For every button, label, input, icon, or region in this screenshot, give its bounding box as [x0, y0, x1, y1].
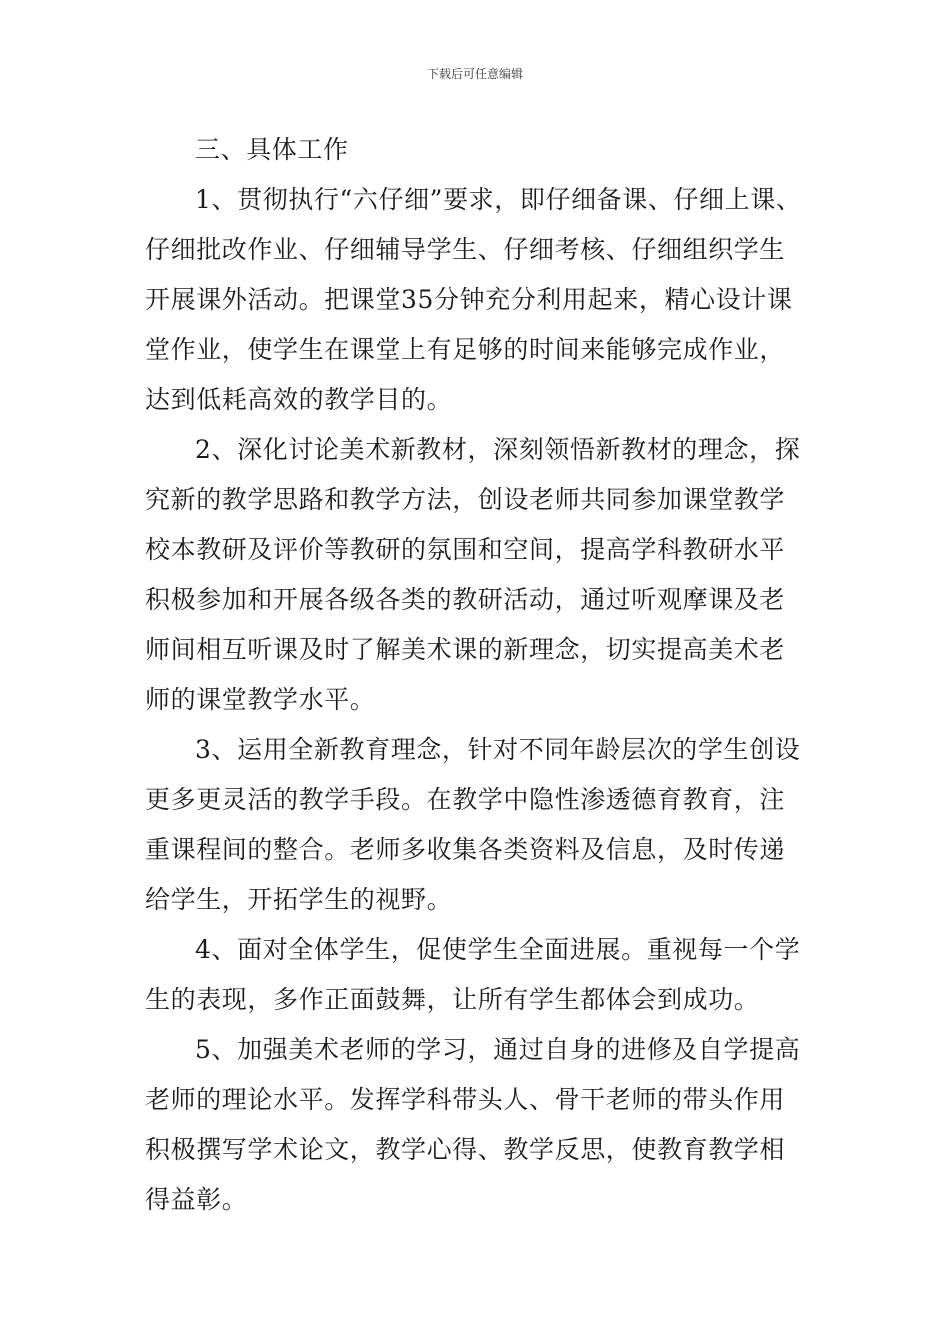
paragraph-3-line-4: 给学生，开拓学生的视野。 [145, 885, 453, 914]
paragraph-5-line-1: 5、加强美术老师的学习，通过自身的进修及自学提高 [195, 1035, 801, 1064]
page-header: 下载后可任意编辑 [426, 67, 523, 81]
paragraph-4-line-1: 4、面对全体学生，促使学生全面进展。重视每一个学 [195, 935, 801, 964]
paragraph-2-line-6: 师的课堂教学水平。 [145, 685, 376, 714]
paragraph-1-line-1: 1、贯彻执行“六仔细”要求，即仔细备课、仔细上课、 [195, 185, 802, 214]
section-heading: 三、具体工作 [195, 135, 349, 164]
paragraph-2-line-4: 积极参加和开展各级各类的教研活动，通过听观摩课及老 [145, 585, 786, 614]
document-body [145, 125, 825, 1225]
paragraph-1-line-3: 开展课外活动。把课堂35分钟充分利用起来，精心设计课 [145, 285, 793, 314]
paragraph-2-line-1: 2、深化讨论美术新教材，深刻领悟新教材的理念，探 [195, 435, 801, 464]
paragraph-3-line-3: 重课程间的整合。老师多收集各类资料及信息，及时传递 [145, 835, 786, 864]
paragraph-5-line-4: 得益彰。 [145, 1185, 248, 1214]
paragraph-2-line-5: 师间相互听课及时了解美术课的新理念，切实提高美术老 [145, 635, 786, 664]
paragraph-3-line-1: 3、运用全新教育理念，针对不同年龄层次的学生创设 [195, 735, 801, 764]
paragraph-4-line-2: 生的表现，多作正面鼓舞，让所有学生都体会到成功。 [145, 985, 760, 1014]
paragraph-2-line-2: 究新的教学思路和教学方法，创设老师共同参加课堂教学 [145, 485, 786, 514]
paragraph-5-line-3: 积极撰写学术论文，教学心得、教学反思，使教育教学相 [145, 1135, 786, 1164]
paragraph-1-line-5: 达到低耗高效的教学目的。 [145, 385, 453, 414]
paragraph-1-line-2: 仔细批改作业、仔细辅导学生、仔细考核、仔细组织学生 [145, 235, 786, 264]
paragraph-3-line-2: 更多更灵活的教学手段。在教学中隐性渗透德育教育，注 [145, 785, 786, 814]
paragraph-5-line-2: 老师的理论水平。发挥学科带头人、骨干老师的带头作用 [145, 1085, 786, 1114]
paragraph-1-line-4: 堂作业，使学生在课堂上有足够的时间来能够完成作业， [145, 335, 786, 364]
paragraph-2-line-3: 校本教研及评价等教研的氛围和空间，提高学科教研水平 [145, 535, 786, 564]
